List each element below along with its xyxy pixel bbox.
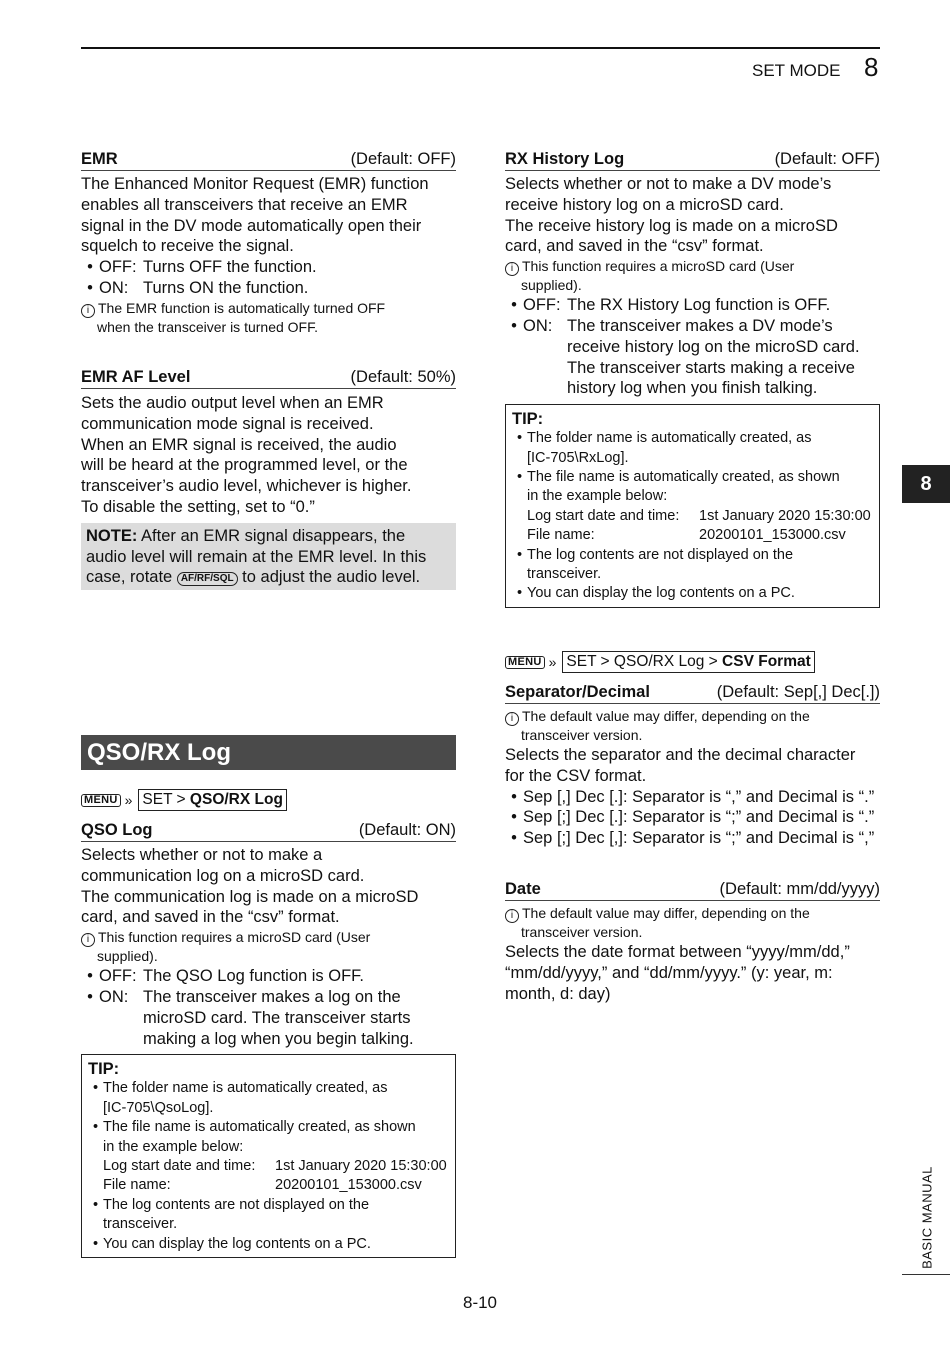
separator-section bbox=[505, 682, 880, 849]
date-desc-line: “mm/dd/yyyy,” and “dd/mm/yyyy.” (y: year, m: bbox=[505, 963, 833, 982]
separator-title: Separator/Decimal bbox=[505, 683, 650, 701]
separator-heading bbox=[505, 682, 880, 704]
emr-af-default: (Default: 50%) bbox=[350, 368, 456, 386]
emr-desc-line: enables all transceivers that receive an EMR bbox=[81, 195, 408, 214]
rx-log-tip-box bbox=[505, 404, 880, 608]
tip-example-row: File name: 20200101_153000.csv bbox=[103, 1177, 422, 1194]
qso-menu-path bbox=[81, 789, 456, 811]
qso-log-desc-line: Selects whether or not to make a bbox=[81, 846, 323, 864]
emr-bullet-off: • OFF: Turns OFF the function. bbox=[87, 258, 317, 277]
tip-example-row: Log start date and time: 1st January 2020 15:30:00 bbox=[527, 507, 871, 524]
separator-desc-line: for the CSV format. bbox=[505, 766, 647, 785]
rx-log-bullet-off: • OFF: The RX History Log function is OFF. bbox=[511, 296, 831, 315]
tip-item: • The log contents are not displayed on the transceiver. bbox=[92, 1196, 370, 1233]
emr-af-section bbox=[81, 367, 456, 590]
emr-af-heading bbox=[81, 367, 456, 389]
rx-log-default: (Default: OFF) bbox=[774, 150, 880, 168]
qso-log-default: (Default: ON) bbox=[358, 821, 456, 839]
menu-arrow: » bbox=[124, 792, 133, 808]
separator-bullet: • Sep [;] Dec [,]: Separator is “;” and Decimal is “,” bbox=[511, 829, 875, 848]
qso-log-bullet-off: • OFF: The QSO Log function is OFF. bbox=[87, 967, 365, 986]
tip-item: • You can display the log contents on a PC. bbox=[516, 585, 795, 602]
rx-log-info-note: i This function requires a microSD card (User supplied). bbox=[505, 257, 880, 295]
page-number: 8-10 bbox=[462, 1293, 498, 1312]
tip-item: • The folder name is automatically created, as [IC-705\QsoLog]. bbox=[92, 1080, 388, 1116]
section-title-qso-rx-log: QSO/RX Log bbox=[81, 735, 456, 770]
qso-log-bullet-on: • ON: The transceiver makes a log on the microSD card. The transceiver starts making a log when you begin talking. bbox=[87, 987, 414, 1048]
date-default: (Default: mm/dd/yyyy) bbox=[719, 880, 880, 898]
qso-log-title: QSO Log bbox=[81, 821, 153, 839]
rx-log-desc-line: receive history log on a microSD card. bbox=[505, 195, 784, 214]
separator-default: (Default: Sep[,] Dec[.]) bbox=[716, 683, 880, 701]
emr-af-desc-line: Sets the audio output level when an EMR bbox=[81, 394, 384, 412]
csv-menu-path bbox=[505, 651, 880, 673]
emr-af-desc-line: will be heard at the programmed level, or the bbox=[81, 456, 408, 475]
separator-info-note: i The default value may differ, depending on the transceiver version. bbox=[505, 707, 880, 745]
emr-heading bbox=[81, 149, 456, 171]
rx-log-desc-line: The receive history log is made on a microSD bbox=[505, 216, 838, 235]
emr-section bbox=[81, 149, 456, 337]
menu-key-icon: MENU bbox=[81, 794, 121, 807]
menu-path-box: SET > QSO/RX Log bbox=[138, 789, 287, 811]
date-section bbox=[505, 879, 880, 1004]
rx-log-desc-line: card, and saved in the “csv” format. bbox=[505, 237, 764, 256]
emr-info-note: i The EMR function is automatically turned OFF when the transceiver is turned OFF. bbox=[81, 299, 456, 337]
tip-example-row: File name: 20200101_153000.csv bbox=[527, 527, 846, 544]
tip-item: • The folder name is automatically created, as [IC-705\RxLog]. bbox=[516, 430, 812, 466]
manual-label: BASIC MANUAL bbox=[919, 1166, 935, 1269]
rx-log-desc-line: Selects whether or not to make a DV mode’s bbox=[505, 175, 832, 193]
menu-path-box: SET > QSO/RX Log > CSV Format bbox=[562, 651, 814, 673]
separator-bullet: • Sep [;] Dec [.]: Separator is “;” and Decimal is “.” bbox=[511, 808, 875, 827]
info-icon: i bbox=[81, 933, 95, 947]
emr-default: (Default: OFF) bbox=[350, 150, 456, 168]
top-rule bbox=[81, 47, 880, 49]
emr-desc-line: signal in the DV mode automatically open their bbox=[81, 216, 422, 235]
emr-af-note-box: NOTE: After an EMR signal disappears, the audio level will remain at the EMR level. In this case, rotate AF/RF/SQL to adjust the audio level. bbox=[81, 523, 456, 590]
menu-key-icon: MENU bbox=[505, 656, 545, 669]
menu-arrow: » bbox=[548, 654, 557, 670]
header-chapter-number: 8 bbox=[864, 52, 879, 82]
date-info-note: i The default value may differ, depending on the transceiver version. bbox=[505, 904, 880, 942]
emr-desc-line: The Enhanced Monitor Request (EMR) function bbox=[81, 175, 429, 193]
qso-log-section bbox=[81, 820, 456, 1258]
side-rule bbox=[902, 1274, 950, 1275]
info-icon: i bbox=[81, 304, 95, 318]
note-label: NOTE: bbox=[86, 526, 138, 545]
emr-af-desc-line: To disable the setting, set to “0.” bbox=[81, 497, 315, 516]
emr-af-desc-line: When an EMR signal is received, the audio bbox=[81, 435, 397, 454]
tip-item: • You can display the log contents on a PC. bbox=[92, 1235, 371, 1252]
chapter-tab[interactable]: 8 bbox=[902, 465, 950, 503]
date-heading bbox=[505, 879, 880, 901]
emr-af-title: EMR AF Level bbox=[81, 368, 191, 386]
qso-log-heading bbox=[81, 820, 456, 842]
rx-log-section bbox=[505, 149, 880, 608]
header-label: SET MODE bbox=[752, 61, 841, 80]
tip-example-row: Log start date and time: 1st January 2020 15:30:00 bbox=[103, 1158, 447, 1174]
info-icon: i bbox=[505, 262, 519, 276]
separator-desc-line: Selects the separator and the decimal character bbox=[505, 746, 856, 764]
qso-log-desc-line: communication log on a microSD card. bbox=[81, 866, 365, 885]
emr-bullet-on: • ON: Turns ON the function. bbox=[87, 278, 309, 297]
tip-item: • The file name is automatically created, as shown in the example below: bbox=[92, 1119, 416, 1155]
tip-item: • The file name is automatically created, as shown in the example below: bbox=[516, 468, 840, 505]
rx-log-bullet-on: • ON: The transceiver makes a DV mode’s receive history log on the microSD card. The transceiver starts making a receive history log when you finish talking. bbox=[511, 316, 860, 398]
rx-log-title: RX History Log bbox=[505, 150, 625, 168]
emr-title: EMR bbox=[81, 150, 118, 168]
separator-bullet: • Sep [,] Dec [.]: Separator is “,” and Decimal is “.” bbox=[511, 787, 875, 806]
info-icon: i bbox=[505, 909, 519, 923]
qso-log-tip-box bbox=[81, 1054, 456, 1258]
emr-desc-line: squelch to receive the signal. bbox=[81, 237, 294, 256]
tip-title: TIP: bbox=[88, 1060, 120, 1079]
date-desc-line: Selects the date format between “yyyy/mm/dd,” bbox=[505, 943, 850, 961]
tip-item: • The log contents are not displayed on the transceiver. bbox=[516, 546, 794, 583]
date-title: Date bbox=[505, 880, 541, 898]
date-desc-line: month, d: day) bbox=[505, 984, 611, 1003]
qso-log-desc-line: card, and saved in the “csv” format. bbox=[81, 908, 340, 927]
qso-log-desc-line: The communication log is made on a microSD bbox=[81, 887, 419, 906]
qso-log-info-note: i This function requires a microSD card (User supplied). bbox=[81, 928, 456, 966]
info-icon: i bbox=[505, 712, 519, 726]
af-rf-sql-key-icon: AF/RF/SQL bbox=[177, 572, 238, 586]
rx-log-heading bbox=[505, 149, 880, 171]
tip-title: TIP: bbox=[512, 410, 544, 429]
emr-af-desc-line: communication mode signal is received. bbox=[81, 414, 374, 433]
emr-af-desc-line: transceiver’s audio level, whichever is higher. bbox=[81, 477, 412, 496]
